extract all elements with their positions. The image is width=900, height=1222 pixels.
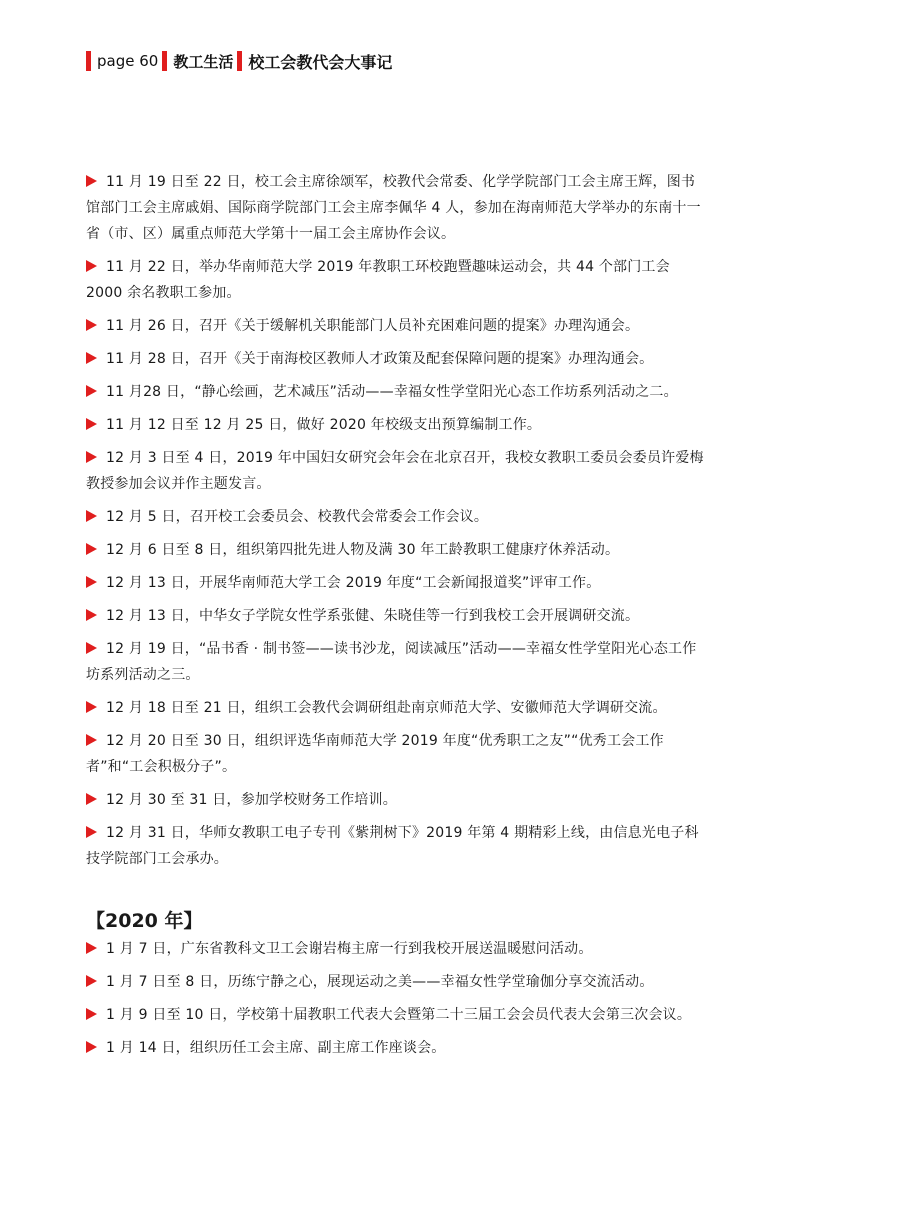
event-entry (86, 570, 706, 596)
event-entry (86, 1002, 706, 1028)
event-entry (86, 936, 706, 962)
bullet-triangle-icon (86, 510, 97, 522)
bullet-triangle-icon (86, 642, 97, 654)
event-text: 11 月 12 日至 12 月 25 日，做好 2020 年校级支出预算编制工作。 (106, 417, 542, 433)
event-text: 12 月 6 日至 8 日，组织第四批先进人物及满 30 年工龄教职工健康疗休养活动。 (106, 542, 620, 558)
event-text: 12 月 19 日，“品书香 · 制书签——读书沙龙，阅读减压”活动——幸福女性学堂阳光心态工作坊系列活动之三。 (86, 641, 697, 683)
bullet-triangle-icon (86, 418, 97, 430)
bullet-triangle-icon (86, 260, 97, 272)
header-bar-accent (86, 51, 91, 71)
event-text: 12 月 31 日，华师女教职工电子专刊《紫荆树下》2019 年第 4 期精彩上线，由信息光电子科技学院部门工会承办。 (86, 825, 699, 867)
event-text: 11 月 22 日，举办华南师范大学 2019 年教职工环校跑暨趣味运动会，共 44 个部门工会 2000 余名教职工参加。 (86, 259, 670, 301)
event-text: 1 月 7 日至 8 日，历练宁静之心，展现运动之美——幸福女性学堂瑜伽分享交流活动。 (106, 974, 654, 990)
event-entry (86, 169, 706, 247)
event-entry (86, 313, 706, 339)
bullet-triangle-icon (86, 975, 97, 987)
bullet-triangle-icon (86, 352, 97, 364)
event-text: 11 月 26 日，召开《关于缓解机关职能部门人员补充困难问题的提案》办理沟通会。 (106, 318, 640, 334)
bullet-triangle-icon (86, 175, 97, 187)
header-bar-divider (162, 51, 167, 71)
event-entry (86, 1035, 706, 1061)
event-entry (86, 504, 706, 530)
bullet-triangle-icon (86, 701, 97, 713)
bullet-triangle-icon (86, 609, 97, 621)
event-text: 12 月 3 日至 4 日，2019 年中国妇女研究会年会在北京召开，我校女教职工委员会委员许爱梅教授参加会议并作主题发言。 (86, 450, 704, 492)
event-entry (86, 254, 706, 306)
events-list (86, 169, 706, 1068)
bullet-triangle-icon (86, 793, 97, 805)
bullet-triangle-icon (86, 942, 97, 954)
event-text: 12 月 18 日至 21 日，组织工会教代会调研组赴南京师范大学、安徽师范大学调研交流。 (106, 700, 667, 716)
event-entry (86, 346, 706, 372)
event-entry (86, 379, 706, 405)
event-entry (86, 969, 706, 995)
event-entry (86, 603, 706, 629)
event-text: 12 月 20 日至 30 日，组织评选华南师范大学 2019 年度“优秀职工之友”“优秀工会工作者”和“工会积极分子”。 (86, 733, 664, 775)
event-text: 12 月 13 日，开展华南师范大学工会 2019 年度“工会新闻报道奖”评审工作。 (106, 575, 601, 591)
event-entry (86, 820, 706, 872)
bullet-triangle-icon (86, 734, 97, 746)
event-entry (86, 636, 706, 688)
bullet-triangle-icon (86, 576, 97, 588)
bullet-triangle-icon (86, 1041, 97, 1053)
bullet-triangle-icon (86, 385, 97, 397)
event-text: 11 月28 日，“静心绘画，艺术减压”活动——幸福女性学堂阳光心态工作坊系列活动之二。 (106, 384, 678, 400)
section-name: 教工生活 (173, 52, 234, 71)
event-entry (86, 787, 706, 813)
bullet-triangle-icon (86, 826, 97, 838)
event-text: 12 月 5 日，召开校工会委员会、校教代会常委会工作会议。 (106, 509, 489, 525)
bullet-triangle-icon (86, 319, 97, 331)
bullet-triangle-icon (86, 1008, 97, 1020)
event-text: 1 月 7 日，广东省教科文卫工会谢岩梅主席一行到我校开展送温暖慰问活动。 (106, 941, 593, 957)
bullet-triangle-icon (86, 543, 97, 555)
event-text: 12 月 30 至 31 日，参加学校财务工作培训。 (106, 792, 397, 808)
page-header (86, 50, 392, 72)
event-entry (86, 445, 706, 497)
year-heading-2020: 【2020 年】 (86, 910, 203, 932)
event-entry (86, 412, 706, 438)
page-title: 校工会教代会大事记 (248, 52, 393, 72)
event-entry (86, 695, 706, 721)
event-entry (86, 537, 706, 563)
event-text: 1 月 9 日至 10 日，学校第十届教职工代表大会暨第二十三届工会会员代表大会第三次会议。 (106, 1007, 692, 1023)
page-number: page 60 (97, 52, 159, 70)
bullet-triangle-icon (86, 451, 97, 463)
event-text: 12 月 13 日，中华女子学院女性学系张健、朱晓佳等一行到我校工会开展调研交流。 (106, 608, 640, 624)
event-text: 11 月 19 日至 22 日，校工会主席徐颂军，校教代会常委、化学学院部门工会主席王辉，图书馆部门工会主席戚娟、国际商学院部门工会主席李佩华 4 人，参加在海南师范大学举办的东南十一省（市、区）属重点师范大学第十一届工会主席协作会议。 (86, 174, 701, 242)
event-text: 11 月 28 日，召开《关于南海校区教师人才政策及配套保障问题的提案》办理沟通会。 (106, 351, 654, 367)
header-bar-divider (237, 51, 242, 71)
event-text: 1 月 14 日，组织历任工会主席、副主席工作座谈会。 (106, 1040, 446, 1056)
event-entry (86, 728, 706, 780)
